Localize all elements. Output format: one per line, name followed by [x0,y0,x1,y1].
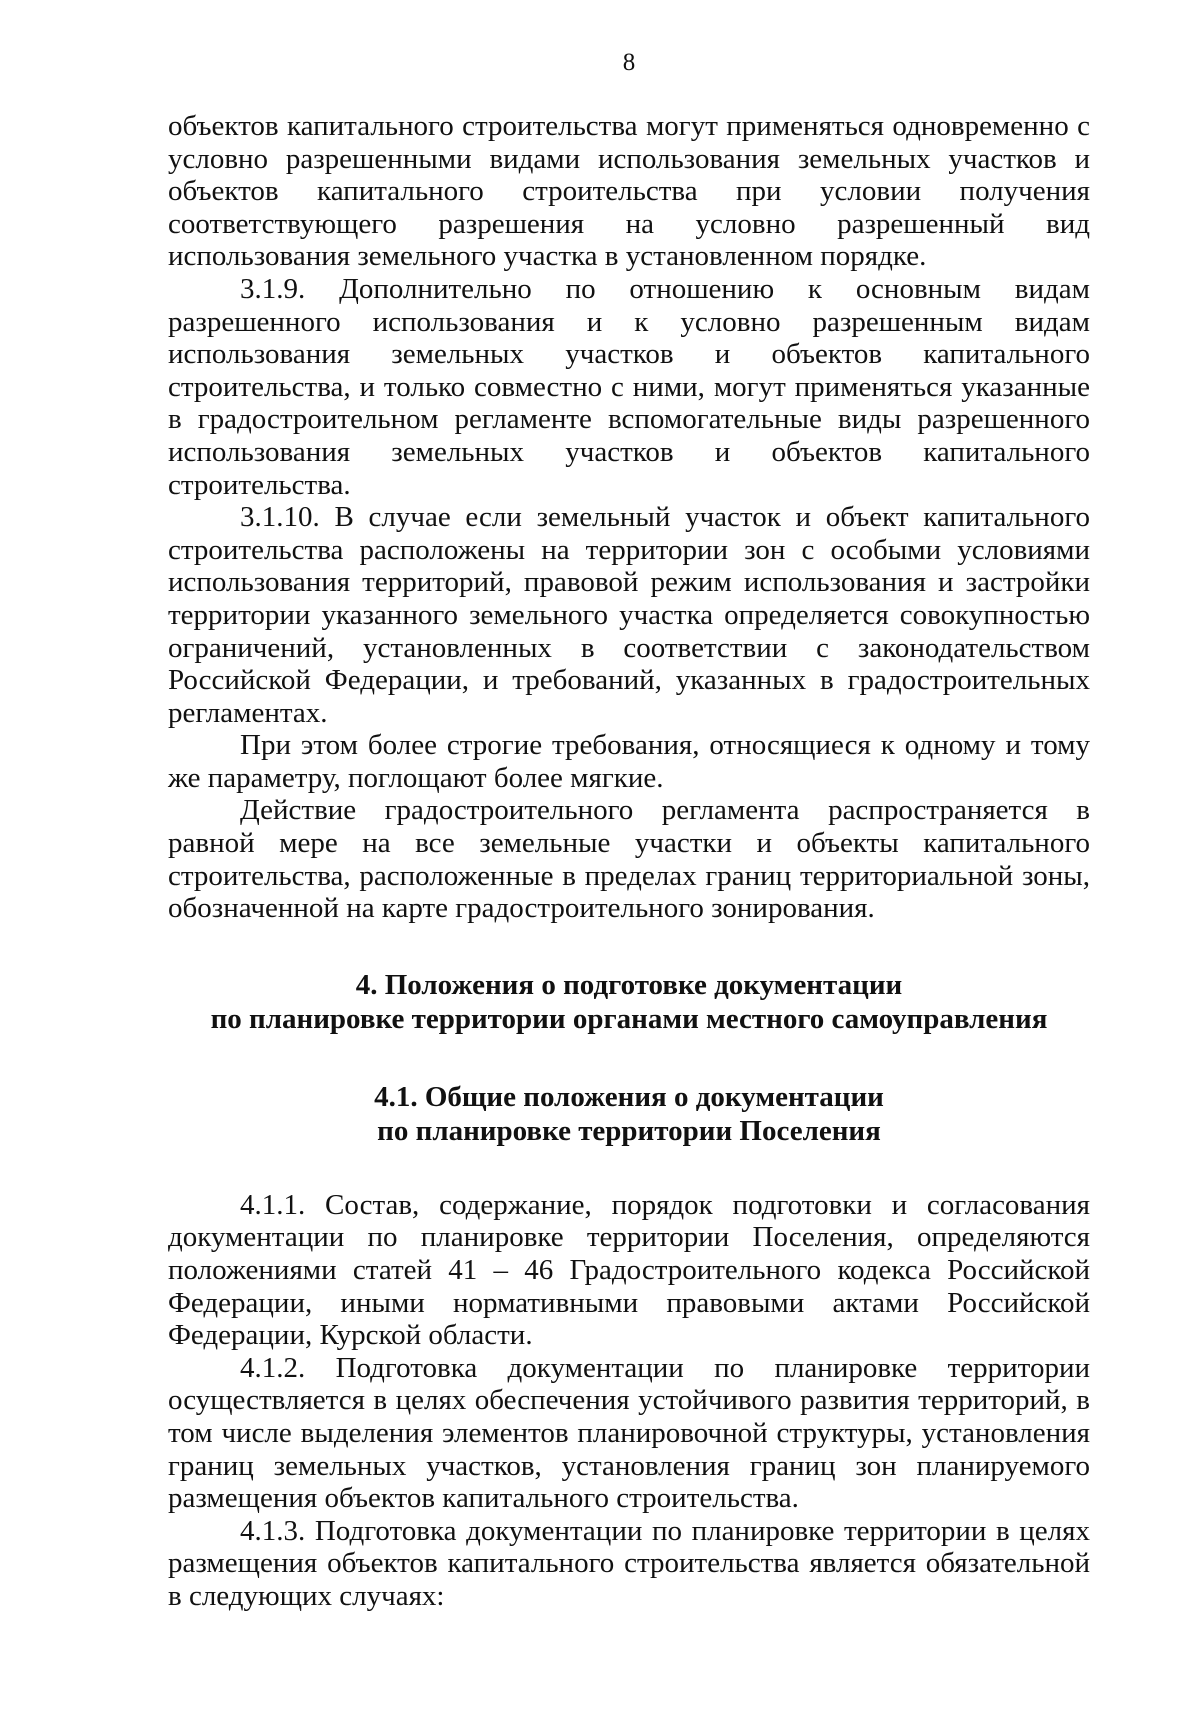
section-4-heading-line2: по планировке территории органами местного самоуправления [210,1002,1048,1035]
section-4-1-heading-line2: по планировке территории Поселения [377,1114,881,1147]
paragraph-stricter-requirements: При этом более строгие требования, относящиеся к одному и тому же параметру, поглощают более мягкие. [168,729,1090,794]
paragraph-3-1-10: 3.1.10. В случае если земельный участок и объект капитального строительства расположены на территории зон с особыми условиями использования территорий, правовой режим использования и застройки территории указанного земельного участка определяется совокупностью ограничений, установленных в соответствии с законодательством Российской Федерации, и требований, указанных в градостроительных регламентах. [168,501,1090,729]
section-4-1-heading [168,1080,1090,1148]
section-4-heading-line1: 4. Положения о подготовке документации [355,968,903,1001]
paragraph-4-1-2: 4.1.2. Подготовка документации по планировке территории осуществляется в целях обеспечения устойчивого развития территорий, в том числе выделения элементов планировочной структуры, установления границ земельных участков, установления границ зон планируемого размещения объектов капитального строительства. [168,1351,1090,1515]
paragraph-regulation-scope: Действие градостроительного регламента распространяется в равной мере на все земельные участки и объекты капитального строительства, расположенные в пределах границ территориальной зоны, обозначенной на карте градостроительного зонирования. [168,794,1090,925]
paragraph-continuation: объектов капитального строительства могут применяться одновременно с условно разрешенными видами использования земельных участков и объектов капитального строительства при условии получения соответствующего разрешения на условно разрешенный вид использования земельного участка в установленном порядке. [168,110,1090,273]
paragraph-3-1-9: 3.1.9. Дополнительно по отношению к основным видам разрешенного использования и к условно разрешенным видам использования земельных участков и объектов капитального строительства, и только совместно с ними, могут применяться указанные в градостроительном регламенте вспомогательные виды разрешенного использования земельных участков и объектов капитального строительства. [168,272,1090,501]
section-4-1-heading-line1: 4.1. Общие положения о документации [374,1080,884,1113]
section-4-heading [168,968,1090,1036]
page-number: 8 [622,49,636,76]
paragraph-4-1-1: 4.1.1. Состав, содержание, порядок подготовки и согласования документации по планировке территории Поселения, определяются положениями статей 41 – 46 Градостроительного кодекса Российской Федерации, иными нормативными правовыми актами Российской Федерации, Курской области. [168,1188,1090,1352]
document-body [168,110,1090,1613]
paragraph-4-1-3: 4.1.3. Подготовка документации по планировке территории в целях размещения объектов капитального строительства является обязательной в следующих случаях: [168,1514,1090,1612]
